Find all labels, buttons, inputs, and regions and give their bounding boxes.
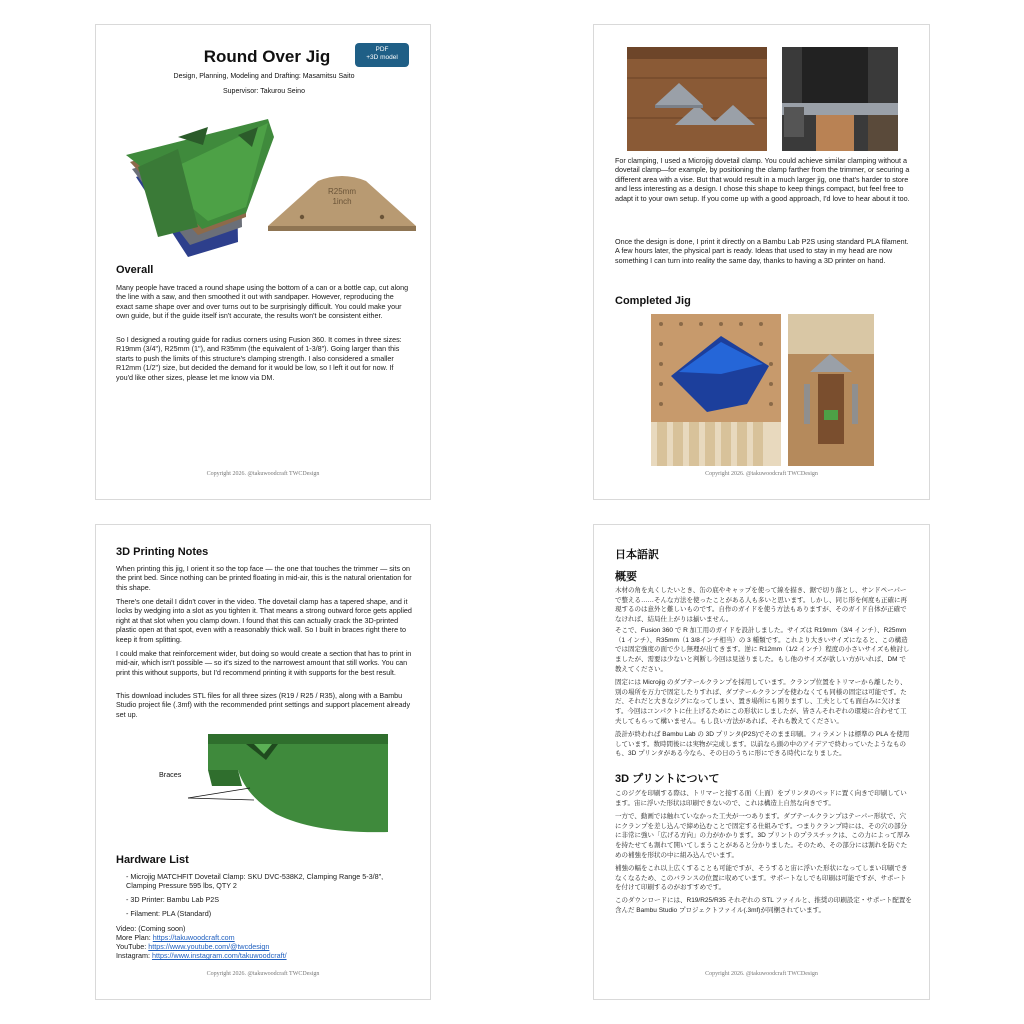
overall-paragraph-1: Many people have traced a round shape using the bottom of a can or a bottle cap, cut along the line with a saw, and then smoothed it out with sandpaper. However, reproducing the exact same shape over and over turns out to be surprisingly difficult. You could make your own guide, but if the guide itself isn't accurate, the results won't be consistent either. <box>116 283 409 321</box>
photo-blue-jig-pegboard <box>651 314 781 466</box>
document-page-1 <box>95 24 431 500</box>
page-footer: Copyright 2026. @takuwoodcraft TWCDesign <box>705 971 818 977</box>
japanese-translation-heading: 日本語訳 <box>615 549 659 561</box>
page-footer: Copyright 2026. @takuwoodcraft TWCDesign <box>206 971 320 977</box>
hardware-list-heading: Hardware List <box>116 854 189 866</box>
document-page-2 <box>593 24 930 500</box>
document-title: Round Over Jig <box>203 47 331 66</box>
braces-diagram <box>146 730 390 838</box>
stacked-jig-render <box>118 117 278 267</box>
page-footer: Copyright 2026. @takuwoodcraft TWCDesign <box>705 471 818 477</box>
overall-paragraph-2: So I designed a routing guide for radius corners using Fusion 360. It comes in three sizes: R19mm (3/4"), R25mm (1"), and R35mm (the equivalent of 1-3/8"). Going larger than this starts to push the limits of this structure's clamping strength. I also considered a smaller R12mm (1/2") size, but decided the demand for it would be low, so I left it out for now. If you'd like other sizes, please let me know via DM. <box>116 335 402 382</box>
printing-paragraph: Once the design is done, I print it directly on a Bambu Lab P2S using standard PLA filament. A few hours later, the physical part is ready. Ideas that used to stay in my head are now something I can turn into reality the same day, thanks to having a 3D printer on hand. <box>615 237 909 265</box>
completed-jig-heading: Completed Jig <box>615 295 691 307</box>
photo-three-jigs <box>627 47 767 151</box>
page-footer: Copyright 2026. @takuwoodcraft TWCDesign <box>206 471 320 477</box>
photo-jig-clamped-board <box>788 314 874 466</box>
instagram-link[interactable]: https://www.instagram.com/takuwoodcraft/ <box>151 951 287 960</box>
overview-paragraph-1-jp: 木材の角を丸くしたいとき、缶の底やキャップを使って線を描き、鋸で切り落とし、サンドペーパーで整える……そんな方法を使ったことがある人も多いと思います。しかし、同じ形を何度も正確に再現するのは意外と難しいものです。自作のガイドを使う方法もありますが、そのガイド自体が正確でなければ、結局仕上がりは揃いません。 <box>615 587 907 624</box>
youtube-link[interactable]: https://www.youtube.com/@twcdesign <box>148 942 270 951</box>
more-plan-line <box>116 933 235 942</box>
print-heading-jp: 3D プリントについて <box>615 773 720 785</box>
overview-heading-jp: 概要 <box>615 571 637 583</box>
hardware-item-printer: - 3D Printer: Bambu Lab P2S <box>126 895 220 904</box>
model-label-inch: 1inch <box>332 197 352 206</box>
supervisor-line: Supervisor: Takurou Seino <box>223 88 305 95</box>
photo-router-clamped <box>782 47 898 151</box>
model-label-size: R25mm <box>327 187 357 196</box>
video-line: Video: (Coming soon) <box>116 924 186 933</box>
overview-paragraph-4-jp: 設計が終われば Bambu Lab の 3D プリンタ(P2S)でそのまま印刷。フィラメントは標準の PLA を使用しています。数時間後には実物が完成します。以前なら頭の中のアイデアで終わっていたようなものも、3D プリンタがある今なら、その日のうちに形にできる時代になりました。 <box>615 731 910 758</box>
notes-paragraph-3: I could make that reinforcement wider, but doing so would create a section that has to print in mid-air, which isn't possible — so it's sized to the narrowest amount that still works. You can print this without supports, but I'd recommend printing it with supports for the best result. <box>116 649 412 677</box>
printing-notes-heading: 3D Printing Notes <box>116 546 209 558</box>
more-plan-link[interactable]: https://takuwoodcraft.com <box>152 933 235 942</box>
credits-line: Design, Planning, Modeling and Drafting: Masamitsu Saito <box>173 73 355 80</box>
tan-jig-render <box>264 171 420 233</box>
instagram-line <box>116 951 287 960</box>
notes-paragraph-2: There's one detail I didn't cover in the video. The dovetail clamp has a tapered shape, and it locks by wedging into a slot as you tighten it. That means a strong outward force gets applied right at that slot when you clamp down. I found that this can actually crack the 3D-printed plastic open at that spot, even with a reasonably thick wall. So I built in braces right there to keep it from splitting. <box>116 597 412 644</box>
overview-paragraph-3-jp: 固定には Microjig のダブテールクランプを採用しています。クランプ位置をトリマーから離したり、別の場所を万力で固定したりすれば、ダブテールクランプを使わなくても同様の固定は可能です。ただ、それだと大きなジグになってしまい、置き場所にも困りますし、工夫としても面白みに欠けます。今回はコンパクトに仕上げるためにこの形状にしましたが、皆さんそれぞれの環境に合わせて工夫してもらって構いません。もし良い方法があれば、それも教えてください。 <box>615 679 907 725</box>
clamping-paragraph: For clamping, I used a Microjig dovetail clamp. You could achieve similar clamping without a dovetail clamp—for example, by positioning the clamp farther from the trimmer, or securing a different area with a vise. But that would result in a much larger jig, one that's harder to store and less interesting as a design. I chose this shape to keep things compact, but feel free to adapt it to your own setup. If you come up with a good approach, I'd love to hear about it too. <box>615 156 910 203</box>
instagram-label: Instagram: <box>116 951 152 960</box>
notes-paragraph-1: When printing this jig, I orient it so the top face — the one that touches the trimmer — sits on the print bed. Since nothing can be printed floating in mid-air, this is the natural orientation for this shape. <box>116 564 412 592</box>
hardware-item-clamp: - Microjig MATCHFIT Dovetail Clamp: SKU DVC-538K2, Clamping Range 5-3/8", Clamping Pressure 595 lbs, QTY 2 <box>126 872 384 891</box>
document-page-3 <box>95 524 431 1000</box>
braces-label: Braces <box>159 770 182 779</box>
youtube-line <box>116 942 269 951</box>
overall-heading: Overall <box>116 264 154 276</box>
pdf-3d-model-badge: PDF +3D model <box>355 43 409 67</box>
overview-paragraph-2-jp: そこで、Fusion 360 で R 加工用のガイドを設計しました。サイズは R19mm（3/4 インチ）、R25mm（1 インチ）、R35mm（1 3/8インチ相当）の 3 種類です。これより大きいサイズになると、この構造では固定強度の面で少し無理が出てきます。逆に R12mm（1/2 インチ）程度の小さいサイズも検討しましたが、需要は少ないと判断し今回は見送りました。もし他のサイズが欲しい方がいれば、DM で教えてください。 <box>615 627 910 673</box>
document-page-4 <box>593 524 930 1000</box>
print-paragraph-4-jp: このダウンロードには、R19/R25/R35 それぞれの STL ファイルと、推奨の印刷設定・サポート配置を含んだ Bambu Studio プロジェクトファイル(.3mf)が同梱されています。 <box>615 897 912 914</box>
print-paragraph-2-jp: 一方で、動画では触れていなかった工夫が一つあります。ダブテールクランプはテーパー形状で、穴にクランプを差し込んで締め込むことで固定する仕組みです。つまりクランプ時には、その穴の部分に非常に強い「広げる方向」の力がかかります。3D プリントのプラスチックは、この力によって厚みを持たせても割れて開いてしまうことがあると分かりました。そのため、その部分には割れを防ぐための補強を形状の中に組み込んでいます。 <box>615 813 910 859</box>
hardware-item-filament: - Filament: PLA (Standard) <box>126 909 212 918</box>
more-plan-label: More Plan: <box>116 933 153 942</box>
print-paragraph-1-jp: このジグを印刷する際は、トリマーと接する面（上面）をプリンタのベッドに置く向きで印刷しています。宙に浮いた形状は印刷できないので、これは構造上自然な向きです。 <box>615 790 907 807</box>
youtube-label: YouTube: <box>116 942 149 951</box>
notes-paragraph-4: This download includes STL files for all three sizes (R19 / R25 / R35), along with a Bambu Studio project file (.3mf) with the recommended print settings and support placement already set up. <box>116 691 411 719</box>
print-paragraph-3-jp: 補強の幅をこれ以上広くすることも可能ですが、そうすると宙に浮いた形状になってしまい印刷できなくなるため、このバランスの位置に収めています。サポートなしでも印刷は可能ですが、サポートを付けて印刷するのがおすすめです。 <box>615 865 908 892</box>
